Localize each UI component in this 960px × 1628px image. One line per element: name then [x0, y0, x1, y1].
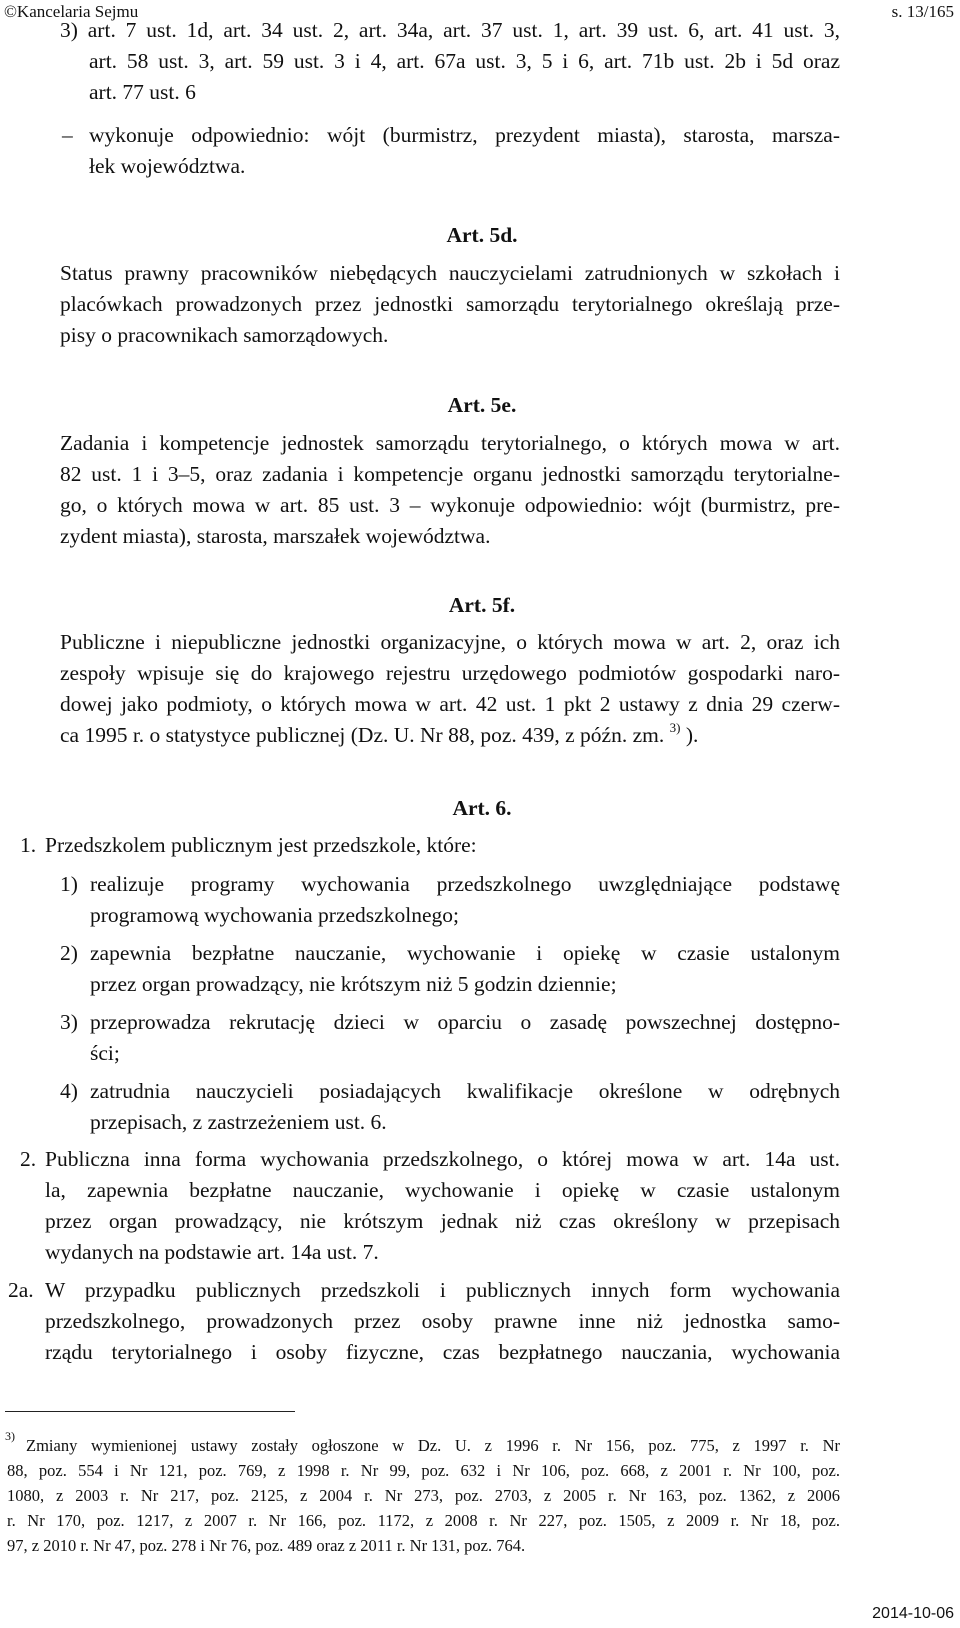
art5d-line-3: pisy o pracownikach samorządowych. [60, 323, 389, 347]
art6-p2-line-3: przez organ prowadzący, nie krótszym jednak niż czas określony w przepisach [45, 1209, 840, 1233]
footnote-ref-3: 3) [669, 719, 681, 735]
art6-item-2-number: 2) [60, 941, 78, 965]
art5e-line-4: zydent miasta), starosta, marszałek województwa. [60, 524, 491, 548]
top-line-4: wykonuje odpowiednio: wójt (burmistrz, prezydent miasta), starosta, marsza- [89, 123, 840, 147]
top-line-1: 3) art. 7 ust. 1d, art. 34 ust. 2, art. 34a, art. 37 ust. 1, art. 39 ust. 6, art. 41 ust. 3, [60, 18, 840, 42]
header-copyright: ©Kancelaria Sejmu [4, 2, 139, 21]
footnote-line-2: 88, poz. 554 i Nr 121, poz. 769, z 1998 r. Nr 99, poz. 632 i Nr 106, poz. 668, z 2001 r. Nr 100, poz. [7, 1461, 840, 1480]
art6-p2a-line-2: przedszkolnego, prowadzonych przez osoby prawne inne niż jednostka samo- [45, 1309, 840, 1333]
art6-item-3-line-1: przeprowadza rekrutację dzieci w oparciu o zasadę powszechnej dostępno- [90, 1010, 840, 1034]
art6-p2a-number: 2a. [8, 1278, 34, 1302]
art5f-line-1: Publiczne i niepubliczne jednostki organizacyjne, o których mowa w art. 2, oraz ich [60, 630, 840, 654]
art6-p1-number: 1. [20, 833, 37, 857]
art6-item-4-line-1: zatrudnia nauczycieli posiadających kwalifikacje określone w odrębnych [90, 1079, 840, 1103]
art5e-line-1: Zadania i kompetencje jednostek samorządu terytorialnego, o których mowa w art. [60, 431, 840, 455]
page-number: s. 13/165 [891, 2, 954, 21]
art5e-line-3: go, o których mowa w art. 85 ust. 3 – wykonuje odpowiednio: wójt (burmistrz, pre- [60, 493, 840, 517]
art6-item-2-line-1: zapewnia bezpłatne nauczanie, wychowanie i opiekę w czasie ustalonym [90, 941, 840, 965]
art6-item-3-number: 3) [60, 1010, 78, 1034]
art6-p2-line-1: Publiczna inna forma wychowania przedszkolnego, o której mowa w art. 14a ust. [45, 1147, 840, 1171]
top-line-5: łek województwa. [89, 154, 246, 178]
art5e-line-2: 82 ust. 1 i 3–5, oraz zadania i kompetencje organu jednostki samorządu terytorialne- [60, 462, 840, 486]
art6-p2a-line-3: rządu terytorialnego i osoby fizyczne, czas bezpłatnego nauczania, wychowania [45, 1340, 840, 1364]
art5f-line-3: dowej jako podmioty, o których mowa w art. 42 ust. 1 pkt 2 ustawy z dnia 29 czerw- [60, 692, 840, 716]
art6-item-1-line-1: realizuje programy wychowania przedszkolnego uwzględniające podstawę [90, 872, 840, 896]
article-6-heading: Art. 6. [452, 796, 512, 820]
footnote-line-3: 1080, z 2003 r. Nr 217, poz. 2125, z 2004 r. Nr 273, poz. 2703, z 2005 r. Nr 163, poz. 1362, z 2006 [7, 1486, 840, 1505]
art5f-line-2: zespoły wpisuje się do krajowego rejestru urzędowego podmiotów gospodarki naro- [60, 661, 840, 685]
art6-item-4-number: 4) [60, 1079, 78, 1103]
top-line-3: art. 77 ust. 6 [89, 80, 196, 104]
art6-p2a-line-1: W przypadku publicznych przedszkoli i publicznych innych form wychowania [45, 1278, 840, 1302]
article-5e-heading: Art. 5e. [447, 393, 517, 417]
art6-item-1-number: 1) [60, 872, 78, 896]
art6-p2-line-4: wydanych na podstawie art. 14a ust. 7. [45, 1240, 379, 1264]
art5d-line-1: Status prawny pracowników niebędących nauczycielami zatrudnionych w szkołach i [60, 261, 840, 285]
footnote-line-4: r. Nr 170, poz. 1217, z 2007 r. Nr 166, poz. 1172, z 2008 r. Nr 227, poz. 1505, z 2009 r. Nr 18, poz. [7, 1511, 840, 1530]
footnote-mark: 3) [5, 1429, 15, 1443]
art5f-line-4-end: ). [685, 723, 699, 747]
document-date: 2014-10-06 [872, 1605, 954, 1622]
art6-item-4-line-2: przepisach, z zastrzeżeniem ust. 6. [90, 1110, 387, 1134]
art6-p1-text: Przedszkolem publicznym jest przedszkole, które: [45, 833, 477, 857]
top-dash: – [62, 123, 73, 147]
article-5f-heading: Art. 5f. [448, 593, 516, 617]
art6-p2-number: 2. [20, 1147, 37, 1171]
top-line-2: art. 58 ust. 3, art. 59 ust. 3 i 4, art. 67a ust. 3, 5 i 6, art. 71b ust. 2b i 5d oraz [89, 49, 840, 73]
art6-item-3-line-2: ści; [90, 1041, 120, 1065]
footnote-separator [5, 1411, 295, 1412]
art5f-line-4-text: ca 1995 r. o statystyce publicznej (Dz. U. Nr 88, poz. 439, z późn. zm. [60, 723, 665, 747]
art6-item-1-line-2: programową wychowania przedszkolnego; [90, 903, 459, 927]
art5f-line-4 [60, 720, 698, 751]
art6-item-2-line-2: przez organ prowadzący, nie krótszym niż 5 godzin dziennie; [90, 972, 617, 996]
art5d-line-2: placówkach prowadzonych przez jednostki samorządu terytorialnego określają prze- [60, 292, 840, 316]
footnote-line-1: Zmiany wymienionej ustawy zostały ogłoszone w Dz. U. z 1996 r. Nr 156, poz. 775, z 1997 r. Nr [26, 1436, 840, 1455]
art6-p2-line-2: la, zapewnia bezpłatne nauczanie, wychowanie i opiekę w czasie ustalonym [45, 1178, 840, 1202]
footnote-line-5: 97, z 2010 r. Nr 47, poz. 278 i Nr 76, poz. 489 oraz z 2011 r. Nr 131, poz. 764. [7, 1536, 526, 1555]
article-5d-heading: Art. 5d. [446, 223, 518, 247]
